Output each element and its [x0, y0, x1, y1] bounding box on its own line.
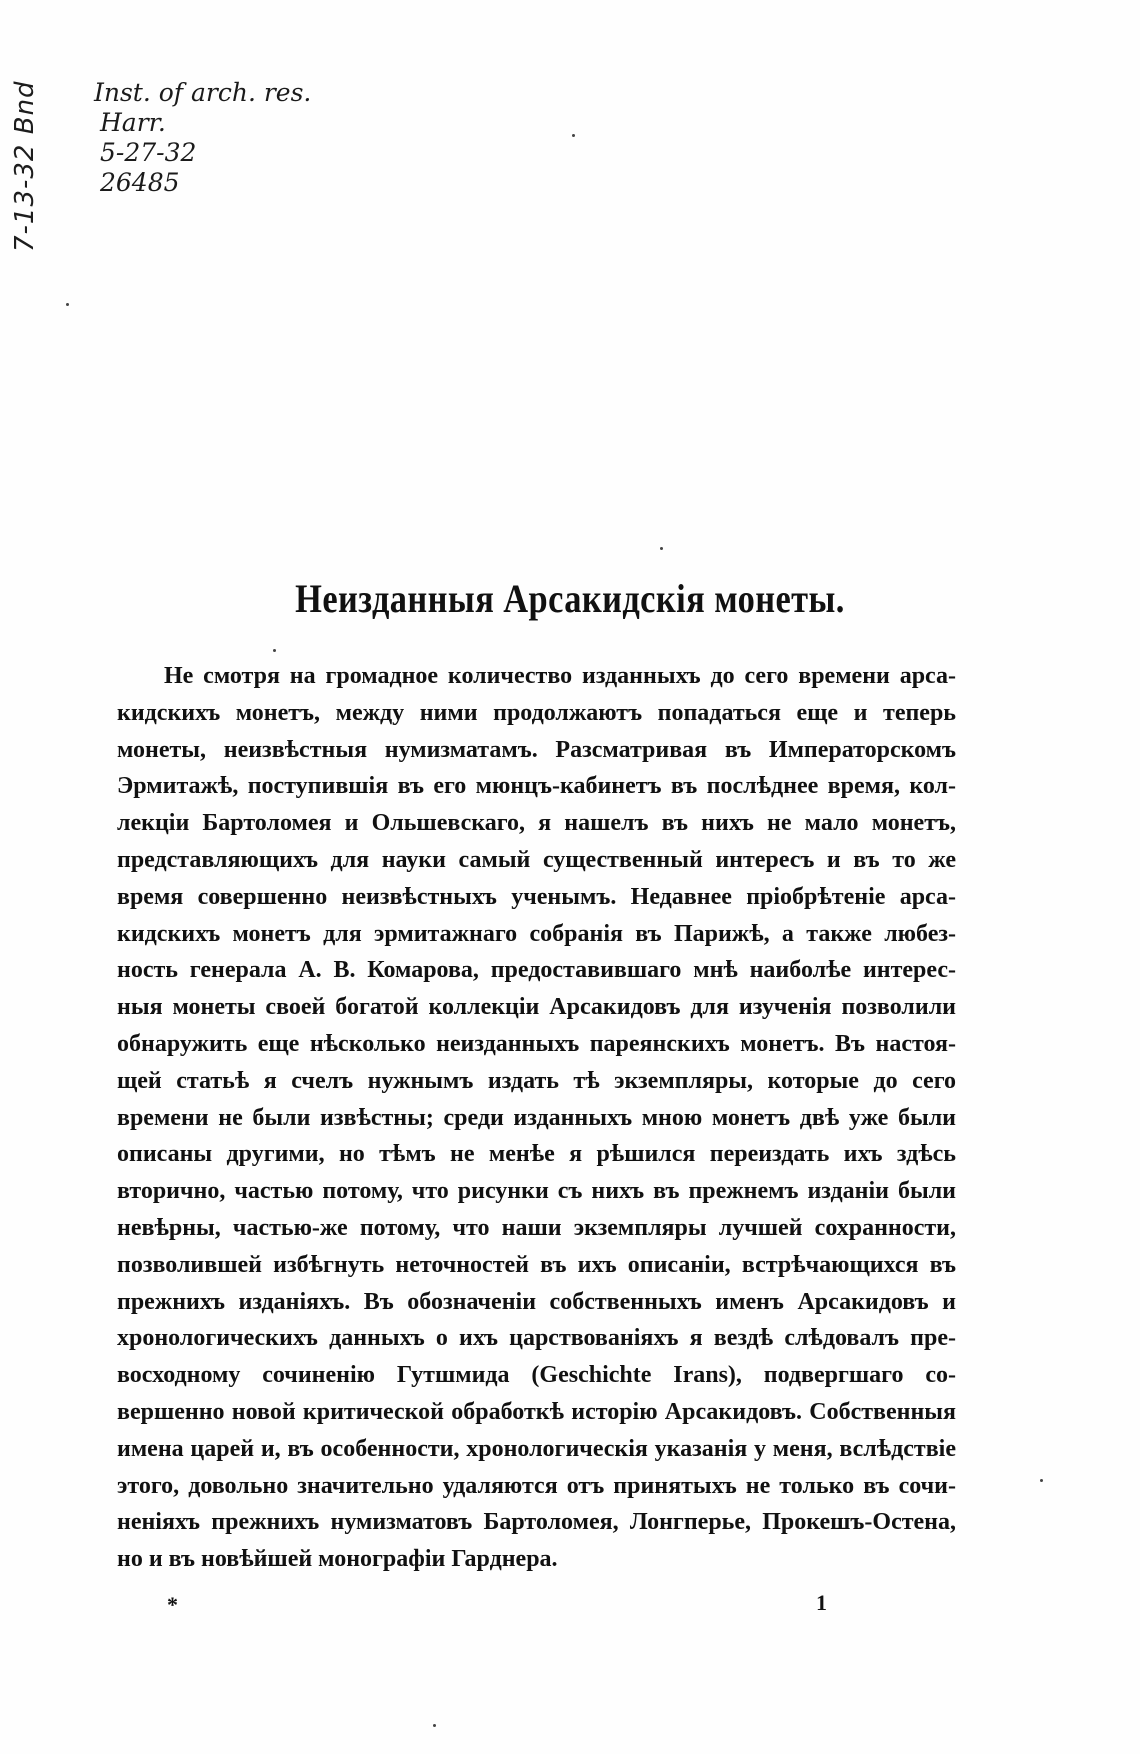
handwritten-line: 5-27-32 — [100, 138, 197, 167]
body-line: этого, довольно значительно удаляются отъ принятыхъ не только въ сочи- — [117, 1472, 956, 1499]
handwritten-line: 26485 — [100, 168, 180, 197]
body-line: прежнихъ изданіяхъ. Въ обозначеніи собственныхъ именъ Арсакидовъ и — [117, 1288, 956, 1315]
body-line: времени не были извѣстны; среди изданныхъ мною монетъ двѣ уже были — [117, 1104, 956, 1131]
scan-speck — [66, 303, 69, 306]
body-line: позволившей избѣгнуть неточностей въ ихъ описаніи, встрѣчающихся въ — [117, 1251, 956, 1278]
page-number: 1 — [816, 1590, 827, 1615]
body-line: Эрмитажѣ, поступившія въ его мюнцъ-кабинетъ въ послѣднее время, кол- — [117, 773, 956, 800]
body-line: хронологическихъ данныхъ о ихъ царствованіяхъ я вездѣ слѣдовалъ пре- — [117, 1325, 956, 1352]
handwritten-line: Inst. of arch. res. — [94, 78, 312, 107]
body-line: ныя монеты своей богатой коллекціи Арсакидовъ для изученія позволили — [117, 994, 956, 1021]
body-line: монеты, неизвѣстныя нумизматамъ. Разсматривая въ Императорскомъ — [117, 736, 956, 763]
body-line: ность генерала А. В. Комарова, предоставившаго мнѣ наиболѣе интерес- — [117, 957, 956, 984]
body-line: неніяхъ прежнихъ нумизматовъ Бартоломея, Лонгперье, Прокешъ-Остена, — [117, 1509, 956, 1536]
body-line: вершенно новой критической обработкѣ исторію Арсакидовъ. Собственныя — [117, 1398, 956, 1425]
footer-asterisk: * — [167, 1592, 178, 1617]
body-line: кидскихъ монетъ для эрмитажнаго собранія въ Парижѣ, а также любез- — [117, 920, 956, 947]
body-line: обнаружить еще нѣсколько неизданныхъ пареянскихъ монетъ. Въ настоя- — [117, 1030, 956, 1057]
handwritten-line: Harr. — [100, 108, 166, 137]
article-body — [117, 658, 956, 1578]
scan-speck — [273, 649, 276, 652]
body-line: лекціи Бартоломея и Ольшевскаго, я нашелъ въ нихъ не мало монетъ, — [117, 810, 956, 837]
body-line: время совершенно неизвѣстныхъ ученымъ. Недавнее пріобрѣтеніе арса- — [117, 883, 956, 910]
scan-speck — [660, 547, 663, 550]
body-line: Не смотря на громадное количество изданныхъ до сего времени арса- — [164, 663, 956, 689]
body-line: невѣрны, частью-же потому, что наши экземпляры лучшей сохранности, — [117, 1214, 956, 1241]
body-line: кидскихъ монетъ, между ними продолжаютъ попадаться еще и теперь — [117, 699, 956, 726]
scan-speck — [1040, 1479, 1043, 1482]
body-line: но и въ новѣйшей монографіи Гарднера. — [117, 1546, 558, 1573]
body-line: имена царей и, въ особенности, хронологическія указанія у меня, вслѣдствіе — [117, 1435, 956, 1462]
body-line: описаны другими, но тѣмъ не менѣе я рѣшился переиздать ихъ здѣсь — [117, 1141, 956, 1168]
article-title: Неизданныя Арсакидскія монеты. — [295, 576, 845, 621]
body-line: восходному сочиненію Гутшмида (Geschichte Irans), подвергшаго со- — [117, 1362, 956, 1389]
body-line: вторично, частью потому, что рисунки съ нихъ въ прежнемъ изданіи были — [117, 1178, 956, 1205]
body-line: щей статьѣ я счелъ нужнымъ издать тѣ экземпляры, которые до сего — [117, 1067, 956, 1094]
handwritten-library-note — [94, 78, 354, 198]
scan-speck — [433, 1724, 436, 1727]
scan-speck — [572, 134, 575, 137]
vertical-stamp-note: 7-13-32 Bnd — [10, 80, 40, 252]
body-line: представляющихъ для науки самый существенный интересъ и въ то же — [117, 846, 956, 873]
